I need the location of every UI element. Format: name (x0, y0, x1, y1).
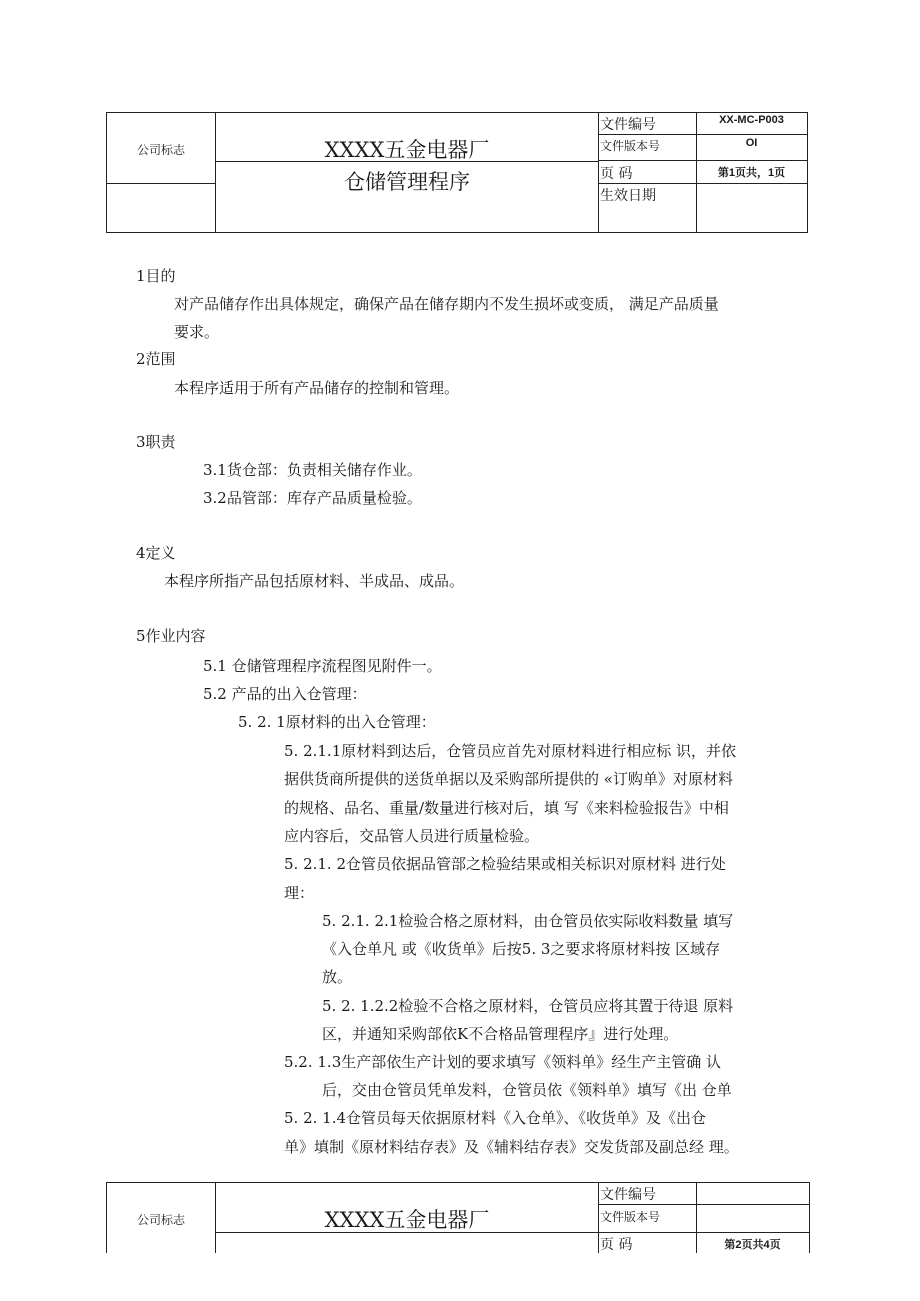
section-5-2-1-2-2-cont: 区，并通知采购部依K不合格品管理程序』进行处理。 (322, 1025, 679, 1043)
company-name: XXXX五金电器厂 (324, 1208, 490, 1232)
page-value: 第2页共4页 (724, 1239, 781, 1251)
section-3-2: 3.2品管部：库存产品质量检验。 (203, 489, 422, 507)
section-5-2-1: 5. 2. 1原材料的出入仓管理： (238, 713, 436, 731)
section-5-2-1-2: 5. 2.1. 2仓管员依据品管部之检验结果或相关标识对原材料 进行处 (284, 855, 726, 873)
page-value: 第1页共，1页 (717, 167, 786, 179)
section-5-heading: 5作业内容 (136, 627, 206, 645)
section-5-2-1-3-cont: 后，交由仓管员凭单发料，仓管员依《领料单》填写《出 仓单 (322, 1081, 732, 1099)
version-label: 文件版本号 (600, 139, 661, 153)
effective-date-label: 生效日期 (600, 188, 656, 204)
section-5-2-1-2-1-cont: 放。 (322, 968, 353, 986)
section-5-2-1-1-cont: 的规格、品名、重量/数量进行核对后，填 写《来料检验报告》中相 (284, 799, 729, 817)
section-5-2-1-2-1-cont: 《入仓单凡 或《收货单》后按5. 3之要求将原材料按 区域存 (322, 940, 721, 958)
section-1-text-cont: 要求。 (174, 323, 220, 341)
section-4-heading: 4定义 (136, 544, 176, 562)
doc-number-label: 文件编号 (600, 1187, 656, 1203)
section-1-text: 对产品储存作出具体规定，确保产品在储存期内不发生损坏或变质， 满足产品质量 (174, 295, 719, 313)
page-label: 页 码 (600, 1237, 633, 1253)
section-5-1: 5.1 仓储管理程序流程图见附件一。 (203, 657, 442, 675)
version-label: 文件版本号 (600, 1210, 661, 1224)
page-label: 页 码 (600, 166, 633, 182)
section-5-2-1-4: 5. 2. 1.4仓管员每天依据原材料《入仓单》、《收货单》及《出仓 (284, 1109, 707, 1127)
section-5-2-1-3: 5.2. 1.3生产部依生产计划的要求填写《领料单》经生产主管确 认 (284, 1053, 722, 1071)
section-5-2-1-1: 5. 2.1.1原材料到达后，仓管员应首先对原材料进行相应标 识，并依 (284, 742, 737, 760)
company-name: XXXX五金电器厂 (324, 138, 490, 162)
doc-number-label: 文件编号 (600, 117, 656, 133)
section-2-heading: 2范围 (136, 350, 176, 368)
section-5-2-1-2-2: 5. 2. 1.2.2检验不合格之原材料，仓管员应将其置于待退 原料 (322, 997, 734, 1015)
company-logo: 公司标志 (136, 143, 185, 157)
section-5-2-1-1-cont: 应内容后，交品管人员进行质量检验。 (284, 827, 540, 845)
section-2-text: 本程序适用于所有产品储存的控制和管理。 (174, 379, 460, 397)
doc-number-value: XX-MC-P003 (719, 114, 784, 126)
document-title: 仓储管理程序 (344, 170, 470, 194)
section-5-2-1-2-cont: 理： (284, 884, 315, 902)
section-5-2: 5.2 产品的出入仓管理： (203, 685, 367, 703)
company-logo: 公司标志 (136, 1213, 185, 1227)
section-5-2-1-4-cont: 单》填制《原材料结存表》及《辅料结存表》交发货部及副总经 理。 (284, 1138, 739, 1156)
section-5-2-1-1-cont: 据供货商所提供的送货单据以及采购部所提供的 «订购单》对原材料 (284, 770, 733, 788)
section-4-text: 本程序所指产品包括原材料、半成品、成品。 (164, 572, 465, 590)
section-3-1: 3.1货仓部：负责相关储存作业。 (203, 461, 422, 479)
section-1-heading: 1目的 (136, 267, 176, 285)
section-5-2-1-2-1: 5. 2.1. 2.1检验合格之原材料，由仓管员依实际收料数量 填写 (322, 912, 734, 930)
version-value: OI (745, 137, 758, 149)
section-3-heading: 3职责 (136, 433, 176, 451)
